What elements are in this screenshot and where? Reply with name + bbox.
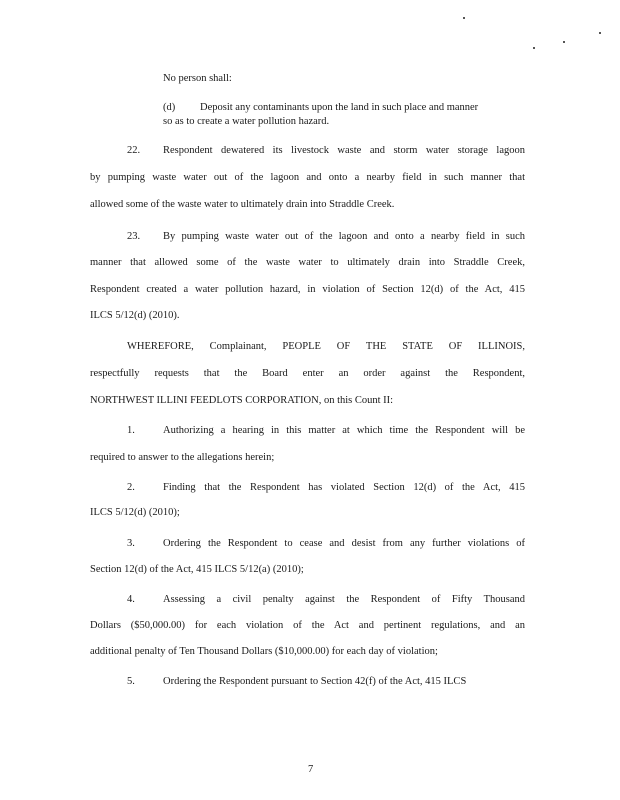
item1-line2: required to answer to the allegations herein;	[90, 452, 275, 463]
item1-line1: Authorizing a hearing in this matter at which time the Respondent will be	[163, 425, 525, 436]
scan-speck	[563, 41, 565, 43]
quote-intro: No person shall:	[163, 73, 232, 84]
item3-number: 3.	[127, 538, 135, 549]
item2-number: 2.	[127, 482, 135, 493]
item3-line1: Ordering the Respondent to cease and desist from any further violations of	[163, 538, 525, 549]
para22-line3: allowed some of the waste water to ultimately drain into Straddle Creek.	[90, 199, 395, 210]
page-number: 7	[308, 764, 314, 775]
quote-d-line2: so as to create a water pollution hazard.	[163, 116, 330, 127]
item5-number: 5.	[127, 676, 135, 687]
quote-d-marker: (d)	[163, 102, 176, 113]
para22-line2: by pumping waste water out of the lagoon and onto a nearby field in such manner that	[90, 172, 525, 183]
item4-line1: Assessing a civil penalty against the Respondent of Fifty Thousand	[163, 594, 525, 605]
item2-line1: Finding that the Respondent has violated Section 12(d) of the Act, 415	[163, 482, 525, 493]
item2-line2: ILCS 5/12(d) (2010);	[90, 507, 180, 518]
item1-number: 1.	[127, 425, 135, 436]
para23-line1: By pumping waste water out of the lagoon and onto a nearby field in such	[163, 231, 525, 242]
scan-speck	[599, 32, 601, 34]
item5-line1: Ordering the Respondent pursuant to Section 42(f) of the Act, 415 ILCS	[163, 676, 467, 687]
item4-line2: Dollars ($50,000.00) for each violation of the Act and pertinent regulations, and an	[90, 620, 525, 631]
item4-line3: additional penalty of Ten Thousand Dollars ($10,000.00) for each day of violation;	[90, 646, 438, 657]
item3-line2: Section 12(d) of the Act, 415 ILCS 5/12(a) (2010);	[90, 564, 304, 575]
para23-line3: Respondent created a water pollution hazard, in violation of Section 12(d) of the Act, 415	[90, 284, 525, 295]
scan-speck	[533, 47, 535, 49]
para23-number: 23.	[127, 231, 141, 242]
wherefore-line3: NORTHWEST ILLINI FEEDLOTS CORPORATION, on this Count II:	[90, 395, 394, 406]
wherefore-line2: respectfully requests that the Board enter an order against the Respondent,	[90, 368, 525, 379]
quote-d-line1: Deposit any contaminants upon the land in such place and manner	[200, 102, 479, 113]
para22-line1: Respondent dewatered its livestock waste and storm water storage lagoon	[163, 145, 525, 156]
para23-line4: ILCS 5/12(d) (2010).	[90, 310, 180, 321]
scan-speck	[463, 17, 465, 19]
para23-line2: manner that allowed some of the waste water to ultimately drain into Straddle Creek,	[90, 257, 525, 268]
item4-number: 4.	[127, 594, 135, 605]
para22-number: 22.	[127, 145, 141, 156]
wherefore-line1: WHEREFORE, Complainant, PEOPLE OF THE STATE OF ILLINOIS,	[127, 341, 525, 352]
